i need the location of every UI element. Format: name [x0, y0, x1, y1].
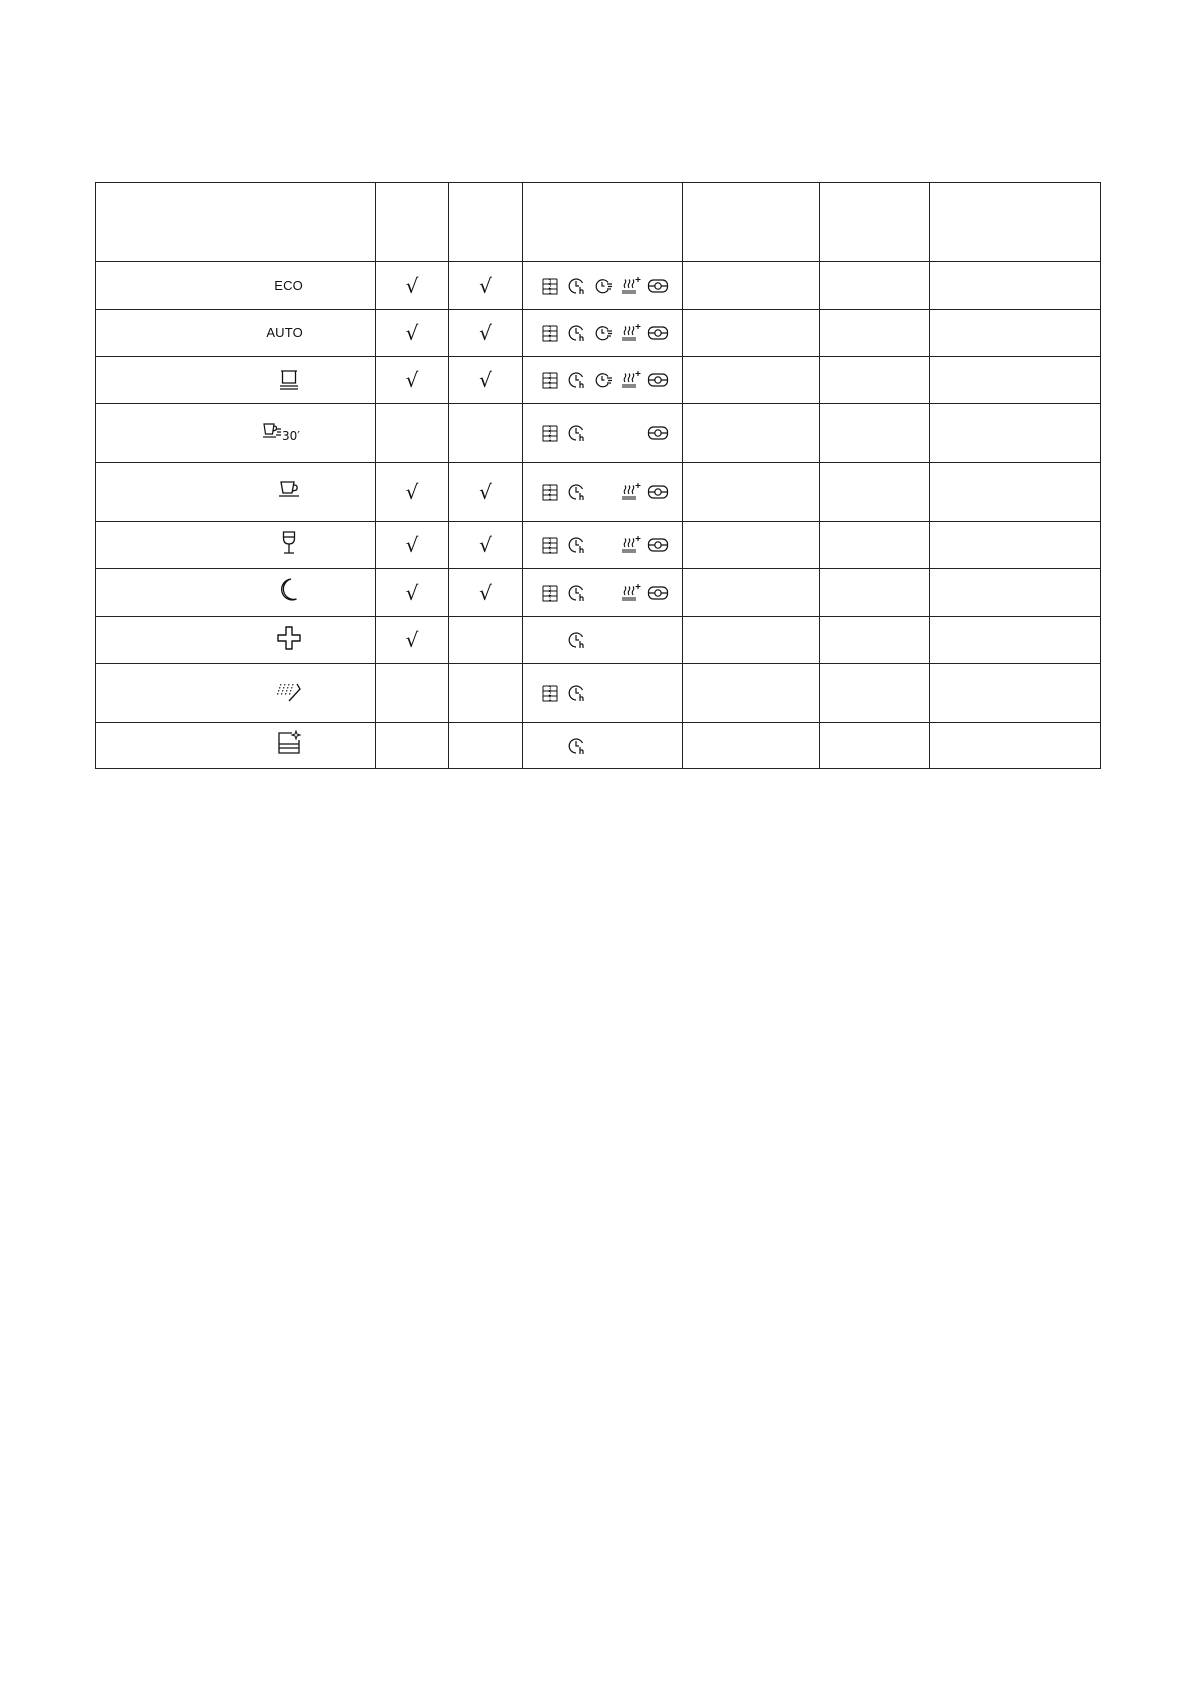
svg-text:3: 3 — [548, 326, 552, 333]
options-cell — [523, 310, 683, 357]
check1-cell — [376, 569, 449, 617]
pot-icon — [275, 364, 303, 397]
empty-cell — [930, 262, 1101, 310]
multi-level-icon — [539, 682, 561, 704]
empty-cell — [683, 522, 820, 569]
options-cell — [523, 522, 683, 569]
empty-option-slot — [647, 735, 669, 757]
multi-level-icon — [539, 534, 561, 556]
options-cell — [523, 404, 683, 463]
multi-level-icon — [539, 322, 561, 344]
check1-cell — [376, 664, 449, 723]
check1-cell — [376, 463, 449, 522]
empty-cell — [930, 522, 1101, 569]
check-mark: √ — [479, 321, 492, 345]
table-row — [96, 404, 1101, 463]
empty-option-slot — [593, 629, 615, 651]
empty-cell — [820, 617, 930, 664]
svg-text:1: 1 — [548, 595, 552, 602]
options-cell — [523, 664, 683, 723]
xtrapower-icon — [647, 422, 669, 444]
svg-text:2: 2 — [548, 490, 552, 497]
empty-option-slot — [620, 735, 642, 757]
empty-cell — [820, 463, 930, 522]
check-mark: √ — [405, 480, 419, 504]
table-row — [96, 357, 1101, 404]
multi-level-icon — [539, 481, 561, 503]
program-cell — [96, 569, 376, 617]
extra-dry-icon — [620, 582, 642, 604]
empty-cell — [820, 522, 930, 569]
timer-hours-icon — [566, 582, 588, 604]
empty-option-slot — [539, 629, 561, 651]
empty-option-slot — [593, 534, 615, 556]
table-row — [96, 463, 1101, 522]
quick-30-icon — [261, 417, 303, 450]
table-row — [96, 262, 1101, 310]
table-row — [96, 522, 1101, 569]
empty-cell — [930, 723, 1101, 769]
empty-cell — [930, 404, 1101, 463]
empty-cell — [683, 569, 820, 617]
svg-text:1: 1 — [548, 288, 552, 295]
check2-cell — [449, 569, 523, 617]
check-mark: √ — [405, 628, 419, 652]
xtrapower-icon — [647, 481, 669, 503]
table-row — [96, 664, 1101, 723]
cross-icon — [275, 624, 303, 657]
empty-cell — [930, 569, 1101, 617]
empty-cell — [683, 404, 820, 463]
time-saver-icon — [593, 322, 615, 344]
multi-level-icon — [539, 582, 561, 604]
svg-text:3: 3 — [548, 686, 552, 693]
empty-option-slot — [539, 735, 561, 757]
wine-glass-icon — [275, 529, 303, 562]
check-mark: √ — [479, 533, 492, 557]
svg-text:3: 3 — [548, 485, 552, 492]
svg-text:2: 2 — [548, 378, 552, 385]
empty-option-slot — [620, 422, 642, 444]
check-mark: √ — [479, 273, 492, 298]
empty-cell — [820, 569, 930, 617]
options-cell — [523, 262, 683, 310]
empty-cell — [930, 310, 1101, 357]
svg-text:1: 1 — [548, 696, 552, 703]
svg-text:1: 1 — [548, 495, 552, 502]
cup-icon — [275, 476, 303, 509]
empty-cell — [820, 723, 930, 769]
moon-icon — [275, 576, 303, 609]
empty-cell — [683, 463, 820, 522]
svg-text:2: 2 — [548, 543, 552, 550]
timer-hours-icon — [566, 735, 588, 757]
svg-text:3: 3 — [548, 278, 552, 285]
check-mark: √ — [405, 273, 419, 298]
program-cell — [96, 404, 376, 463]
check2-cell — [449, 463, 523, 522]
empty-cell — [683, 617, 820, 664]
header-cell — [930, 183, 1101, 262]
check1-cell — [376, 310, 449, 357]
program-cell — [96, 664, 376, 723]
header-row — [96, 183, 1101, 262]
xtrapower-icon — [647, 322, 669, 344]
extra-dry-icon — [620, 369, 642, 391]
check2-cell — [449, 522, 523, 569]
header-cell — [523, 183, 683, 262]
check1-cell — [376, 723, 449, 769]
check2-cell — [449, 357, 523, 404]
check-mark: √ — [479, 368, 492, 392]
options-cell — [523, 723, 683, 769]
svg-text:3: 3 — [548, 373, 552, 380]
program-label: AUTO — [266, 325, 303, 340]
table-row — [96, 569, 1101, 617]
header-cell — [96, 183, 376, 262]
extra-dry-icon — [620, 275, 642, 297]
empty-option-slot — [647, 629, 669, 651]
empty-option-slot — [620, 629, 642, 651]
program-cell — [96, 522, 376, 569]
program-cell — [96, 723, 376, 769]
options-cell — [523, 463, 683, 522]
empty-cell — [683, 664, 820, 723]
empty-cell — [820, 664, 930, 723]
svg-text:1: 1 — [548, 548, 552, 555]
options-cell — [523, 617, 683, 664]
multi-level-icon — [539, 369, 561, 391]
empty-cell — [820, 357, 930, 404]
program-label: ECO — [274, 277, 303, 293]
svg-text:2: 2 — [548, 431, 552, 438]
empty-cell — [683, 357, 820, 404]
empty-cell — [683, 262, 820, 310]
check2-cell — [449, 723, 523, 769]
table-row — [96, 617, 1101, 664]
extra-dry-icon — [620, 481, 642, 503]
empty-cell — [820, 310, 930, 357]
check2-cell — [449, 310, 523, 357]
options-cell — [523, 357, 683, 404]
empty-cell — [930, 617, 1101, 664]
header-cell — [376, 183, 449, 262]
program-options-table — [95, 182, 1101, 769]
extra-dry-icon — [620, 322, 642, 344]
empty-option-slot — [620, 682, 642, 704]
table-body — [96, 183, 1101, 769]
timer-hours-icon — [566, 275, 588, 297]
svg-text:1: 1 — [548, 436, 552, 443]
check2-cell — [449, 617, 523, 664]
svg-text:2: 2 — [548, 331, 552, 338]
empty-cell — [930, 664, 1101, 723]
xtrapower-icon — [647, 275, 669, 297]
svg-text:2: 2 — [548, 691, 552, 698]
timer-hours-icon — [566, 682, 588, 704]
svg-text:3: 3 — [548, 538, 552, 545]
timer-hours-icon — [566, 481, 588, 503]
options-cell — [523, 569, 683, 617]
svg-text:2: 2 — [548, 283, 552, 290]
empty-option-slot — [647, 682, 669, 704]
multi-level-icon — [539, 275, 561, 297]
header-cell — [683, 183, 820, 262]
empty-cell — [930, 357, 1101, 404]
empty-cell — [683, 310, 820, 357]
program-cell — [96, 310, 376, 357]
check2-cell — [449, 262, 523, 310]
empty-cell — [683, 723, 820, 769]
header-cell — [449, 183, 523, 262]
empty-option-slot — [593, 682, 615, 704]
svg-text:2: 2 — [548, 590, 552, 597]
check-mark: √ — [479, 580, 492, 605]
check-mark: √ — [405, 368, 419, 392]
svg-text:1: 1 — [548, 383, 552, 390]
check-mark: √ — [405, 533, 419, 557]
svg-text:3: 3 — [548, 585, 552, 592]
svg-text:3: 3 — [548, 426, 552, 433]
empty-option-slot — [593, 422, 615, 444]
program-cell — [96, 357, 376, 404]
timer-hours-icon — [566, 629, 588, 651]
timer-hours-icon — [566, 534, 588, 556]
xtrapower-icon — [647, 369, 669, 391]
check-mark: √ — [479, 480, 492, 504]
program-cell — [96, 262, 376, 310]
timer-hours-icon — [566, 369, 588, 391]
check1-cell — [376, 617, 449, 664]
program-cell — [96, 463, 376, 522]
empty-option-slot — [593, 735, 615, 757]
check1-cell — [376, 262, 449, 310]
check1-cell — [376, 522, 449, 569]
empty-option-slot — [593, 481, 615, 503]
rinse-icon — [275, 677, 303, 710]
table-row — [96, 310, 1101, 357]
timer-hours-icon — [566, 422, 588, 444]
empty-cell — [820, 404, 930, 463]
svg-text:30′: 30′ — [282, 428, 300, 443]
check1-cell — [376, 404, 449, 463]
check1-cell — [376, 357, 449, 404]
xtrapower-icon — [647, 582, 669, 604]
check2-cell — [449, 664, 523, 723]
check-mark: √ — [405, 321, 419, 345]
time-saver-icon — [593, 369, 615, 391]
empty-option-slot — [593, 582, 615, 604]
svg-text:1: 1 — [548, 336, 552, 343]
extra-dry-icon — [620, 534, 642, 556]
machine-care-icon — [275, 729, 303, 762]
check2-cell — [449, 404, 523, 463]
time-saver-icon — [593, 275, 615, 297]
xtrapower-icon — [647, 534, 669, 556]
program-cell — [96, 617, 376, 664]
empty-cell — [820, 262, 930, 310]
check-mark: √ — [405, 580, 419, 605]
header-cell — [820, 183, 930, 262]
empty-cell — [930, 463, 1101, 522]
multi-level-icon — [539, 422, 561, 444]
table-row — [96, 723, 1101, 769]
timer-hours-icon — [566, 322, 588, 344]
